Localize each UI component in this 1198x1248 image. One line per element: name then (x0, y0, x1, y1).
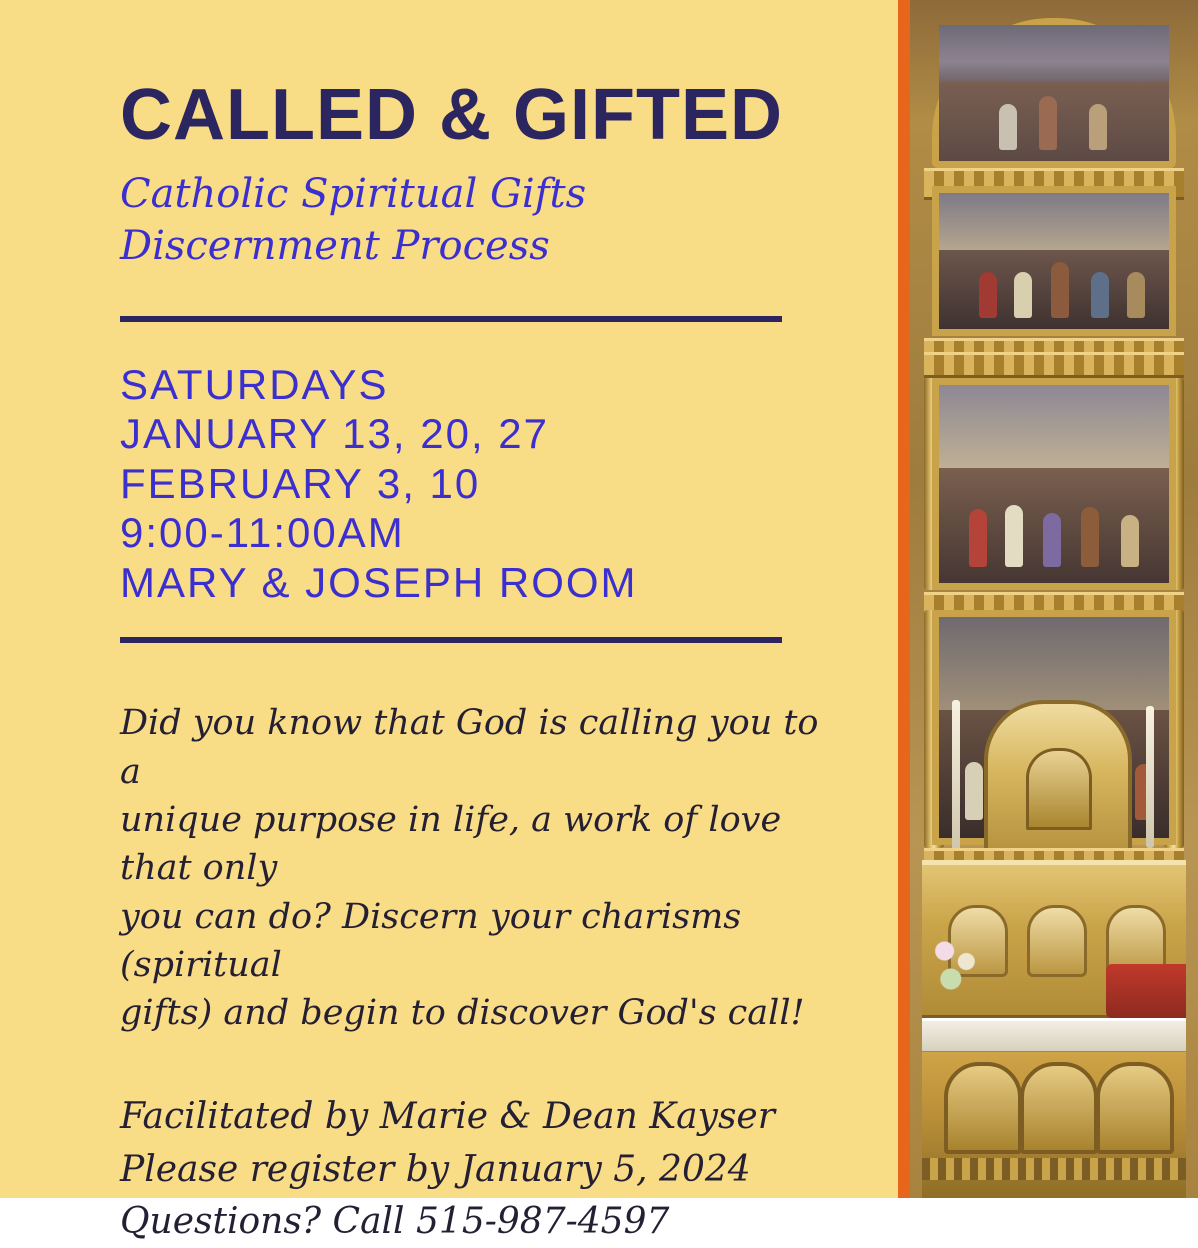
description-line-4: gifts) and begin to discover God's call! (120, 993, 805, 1034)
facilitators-line: Facilitated by Marie & Dean Kayser (120, 1096, 775, 1138)
divider-top (120, 316, 782, 322)
contact-block (120, 1091, 788, 1248)
candle-right (1146, 706, 1154, 848)
altar-frontal (922, 1052, 1186, 1198)
subtitle-line-1: Catholic Spiritual Gifts (120, 170, 587, 217)
detail-line-time: 9:00-11:00AM (120, 509, 405, 557)
altar-table-top (922, 1018, 1186, 1055)
description-paragraph (120, 699, 820, 1037)
subtitle-line-2: Discernment Process (120, 222, 550, 269)
gilded-frieze-3 (924, 352, 1184, 378)
painting-panel-middle (932, 378, 1176, 590)
flower-arrangement (926, 930, 988, 1000)
description-line-1: Did you know that God is calling you to a (120, 703, 819, 792)
painting-panel-lunette (932, 18, 1176, 168)
detail-line-location: MARY & JOSEPH ROOM (120, 558, 638, 606)
description-line-3: you can do? Discern your charisms (spiritual (120, 896, 742, 985)
poster-subtitle (120, 168, 788, 272)
tabernacle (984, 700, 1132, 858)
questions-phone-line: Questions? Call 515-987-4597 (120, 1200, 670, 1242)
altarpiece-photo (898, 0, 1198, 1198)
photo-orange-border (898, 0, 910, 1198)
photo-canvas (910, 0, 1198, 1198)
red-cloth (1106, 964, 1186, 1018)
detail-line-february: FEBRUARY 3, 10 (120, 459, 481, 507)
page-title: CALLED & GIFTED (120, 75, 783, 155)
painting-panel-upper (932, 186, 1176, 336)
candle-left (952, 700, 960, 850)
registration-line: Please register by January 5, 2024 (120, 1148, 751, 1190)
description-line-2: unique purpose in life, a work of love that only (120, 799, 782, 889)
divider-bottom (120, 637, 782, 643)
event-details (120, 360, 788, 608)
detail-line-january: JANUARY 13, 20, 27 (120, 410, 550, 458)
detail-line-days: SATURDAYS (120, 360, 389, 408)
